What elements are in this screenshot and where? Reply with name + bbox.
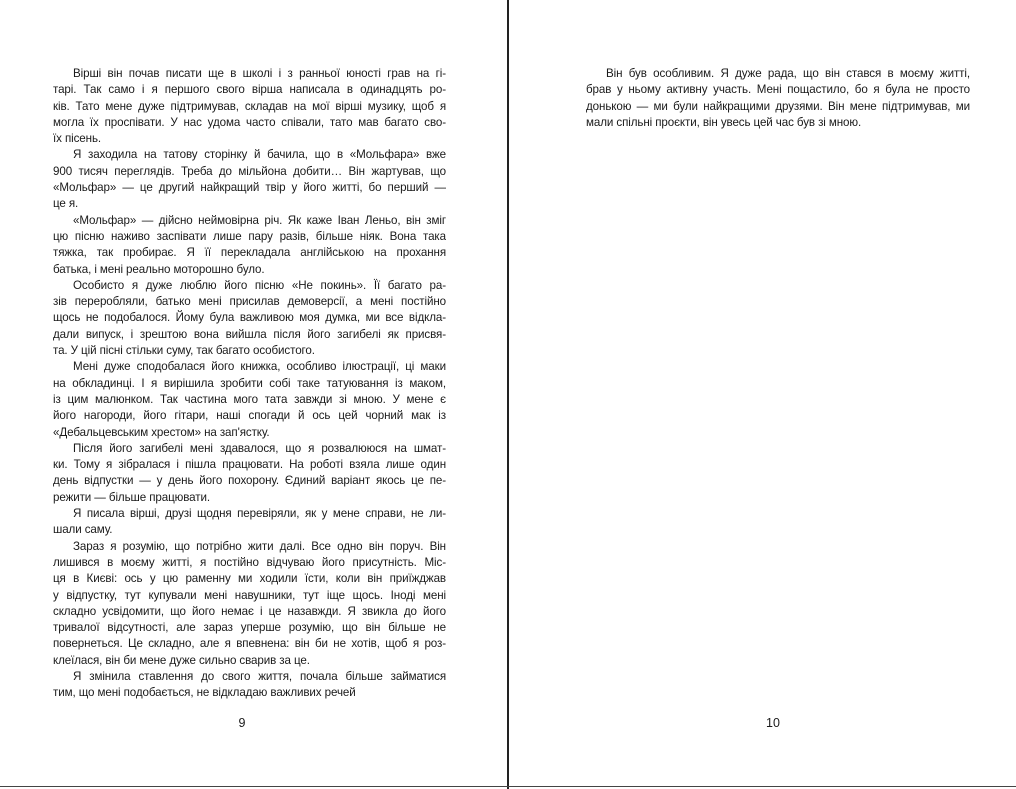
text-line: повернеться. Це складно, але я впевнена: він би не хотів, щоб я роз- <box>53 637 446 651</box>
text-line: на обкладинці. І я вирішила зробити собі таке татуювання із маком, <box>53 376 446 390</box>
right-page <box>509 0 1016 789</box>
text-line: цю пісню наживо заспівати лише пару разів, більше ніяк. Вона така <box>53 229 446 243</box>
text-line: ця в Києві: ось у цю раменну ми ходили їсти, коли він приїжджав <box>53 572 446 586</box>
text-line: лишився в моєму житті, я постійно відчуваю його присутність. Міс- <box>53 555 446 569</box>
text-line: брав у ньому активну участь. Мені пощастило, бо я була не просто <box>586 83 970 97</box>
left-page-body-text <box>53 66 446 702</box>
text-line: Мені дуже сподобалася його книжка, особливо ілюстрації, ці маки <box>73 360 446 374</box>
text-line: зів переробляли, батько мені присилав демоверсії, а мені постійно <box>53 295 446 309</box>
text-line: Я писала вірші, друзі щодня перевіряли, як у мене справи, не ли- <box>73 507 446 521</box>
text-line: це я. <box>53 197 79 211</box>
text-line: щось не подобалося. Йому була важливою моя думка, ми все відкла- <box>53 311 446 325</box>
text-line: Зараз я розумію, що потрібно жити далі. Все одно він поруч. Він <box>73 539 446 553</box>
text-line: режити — більше працювати. <box>53 490 210 504</box>
text-line: тим, що мені подобається, не відкладаю важливих речей <box>53 686 356 700</box>
text-line: 900 тисяч переглядів. Треба до мільйона добити… Він жартував, що <box>53 164 446 178</box>
text-line: ків. Тато мене дуже підтримував, складав на мої вірші музику, щоб я <box>53 99 446 113</box>
text-line: складно усвідомити, що його немає і це назавжди. Я звикла до його <box>53 604 446 618</box>
text-line: Особисто я дуже люблю його пісню «Не покинь». Її багато ра- <box>73 278 446 292</box>
text-line: мали спільні проєкти, він увесь цей час був зі мною. <box>586 115 862 129</box>
text-line: Після його загибелі мені здавалося, що я розвалююся на шмат- <box>73 441 446 455</box>
text-line: Він був особливим. Я дуже рада, що він стався в моєму житті, <box>606 67 970 80</box>
left-page <box>0 0 507 789</box>
text-line: донькою — ми були найкращими друзями. Він мене підтримував, ми <box>586 99 970 113</box>
text-line: «Мольфар» — це другий найкращий твір у його житті, бо перший — <box>53 181 446 195</box>
text-line: їх пісень. <box>53 132 102 146</box>
text-line: «Мольфар» — дійсно неймовірна річ. Як каже Іван Леньо, він зміг <box>73 213 446 227</box>
text-line: клеїлася, він би мене дуже сильно сварив за це. <box>53 653 310 667</box>
text-line: тарі. Так само і я першого свого вірша написала в одинадцять ро- <box>53 83 446 97</box>
right-page-number: 10 <box>766 716 780 730</box>
text-line: день відпустки — у день його похорону. Єдиний варіант якось це пе- <box>53 474 446 488</box>
bottom-edge-line <box>0 786 1016 787</box>
text-line: ки. Тому я зібралася і пішла працювати. На роботі взяла лише один <box>53 458 446 472</box>
text-line: у відпустку, тут купували мені навушники, тут іще щось. Іноді мені <box>53 588 446 602</box>
text-line: Я змінила ставлення до свого життя, почала більше займатися <box>73 669 446 683</box>
text-line: могла їх проспівати. У нас удома часто співали, тато мав багато сво- <box>53 115 446 129</box>
text-line: тяжка, так пробирає. Я її перекладала англійською на прохання <box>53 246 446 260</box>
right-page-body-text <box>586 66 970 131</box>
text-line: шали саму. <box>53 523 113 537</box>
text-line: дали випуск, і зрештою вона вийшла після його загибелі як присвя- <box>53 327 446 341</box>
text-line: та. У цій пісні стільки суму, так багато особистого. <box>53 344 315 358</box>
text-line: «Дебальцевським хрестом» на зап'ястку. <box>53 425 270 439</box>
text-line: тривалої відсутності, але зараз уперше розумію, що він більше не <box>53 621 446 635</box>
left-page-number: 9 <box>238 716 246 730</box>
text-line: батька, і мені реально моторошно було. <box>53 262 265 276</box>
text-line: Вірші він почав писати ще в школі і з ранньої юності грав на гі- <box>73 67 446 80</box>
text-line: Я заходила на татову сторінку й бачила, що в «Мольфара» вже <box>73 148 446 162</box>
text-line: його нагороди, його гітари, наші спогади й ось цей чорний мак із <box>53 409 446 423</box>
text-line: із цим малюнком. Так частина мого тата завжди зі мною. У мене є <box>53 392 446 406</box>
